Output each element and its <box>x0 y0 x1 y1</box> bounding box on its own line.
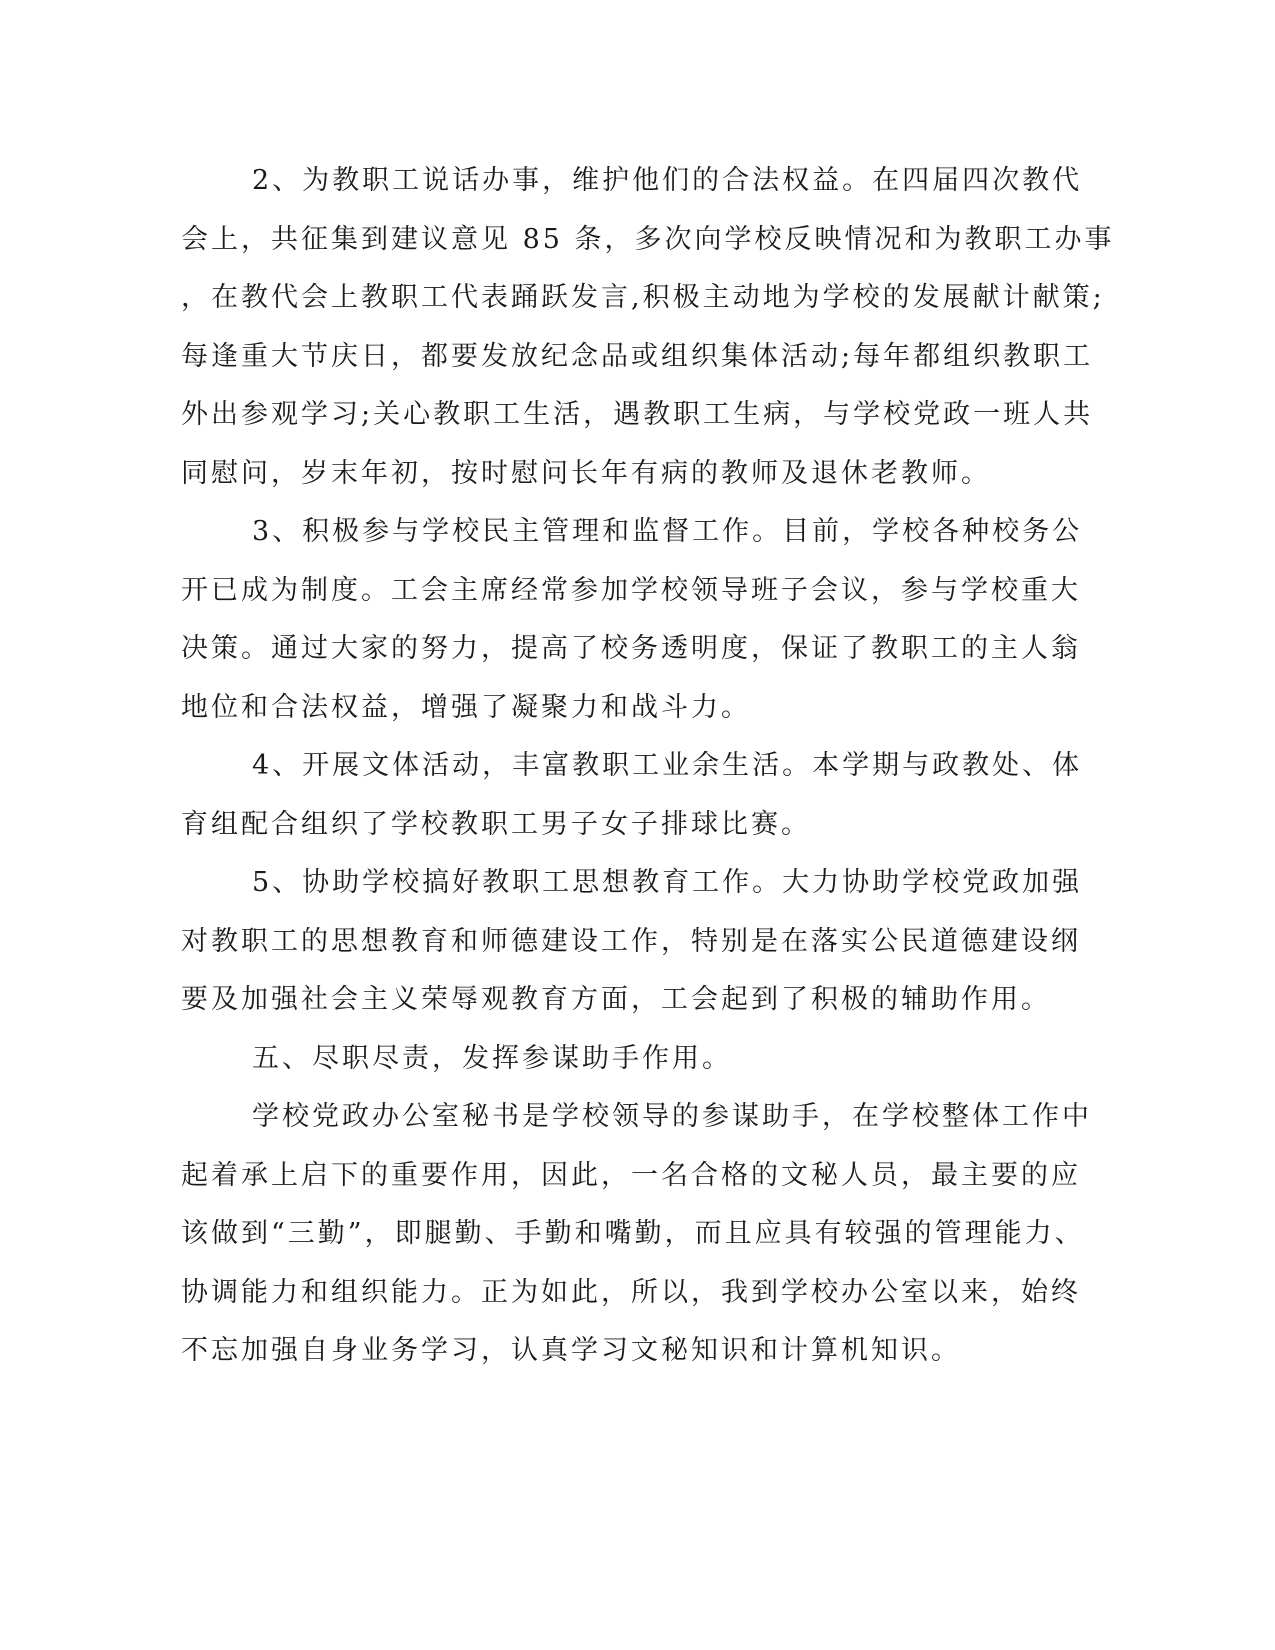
paragraph-5-line-3: 要及加强社会主义荣辱观教育方面，工会起到了积极的辅助作用。 <box>181 984 1051 1015</box>
paragraph-2-line-4: 每逢重大节庆日，都要发放纪念品或组织集体活动;每年都组织教职工 <box>181 341 1094 372</box>
paragraph-5-line-2: 对教职工的思想教育和师德建设工作，特别是在落实公民道德建设纲 <box>181 926 1081 957</box>
paragraph-3-line-1: 3、积极参与学校民主管理和监督工作。目前，学校各种校务公 <box>252 516 1083 547</box>
paragraph-2-line-5: 外出参观学习;关心教职工生活，遇教职工生病，与学校党政一班人共 <box>181 399 1094 430</box>
paragraph-3-line-4: 地位和合法权益，增强了凝聚力和战斗力。 <box>181 692 751 723</box>
secretary-paragraph-line-5: 不忘加强自身业务学习，认真学习文秘知识和计算机知识。 <box>181 1335 961 1366</box>
paragraph-2-line-1: 2、为教职工说话办事，维护他们的合法权益。在四届四次教代 <box>252 165 1083 196</box>
paragraph-5-line-1: 5、协助学校搞好教职工思想教育工作。大力协助学校党政加强 <box>252 867 1083 898</box>
paragraph-4-line-1: 4、开展文体活动，丰富教职工业余生活。本学期与政教处、体 <box>252 750 1083 781</box>
paragraph-3-line-2: 开已成为制度。工会主席经常参加学校领导班子会议，参与学校重大 <box>181 575 1081 606</box>
secretary-paragraph-line-2: 起着承上启下的重要作用，因此，一名合格的文秘人员，最主要的应 <box>181 1160 1081 1191</box>
paragraph-2-line-2: 会上，共征集到建议意见 85 条，多次向学校反映情况和为教职工办事 <box>181 224 1115 255</box>
paragraph-2-line-6: 同慰问，岁末年初，按时慰问长年有病的教师及退休老教师。 <box>181 458 991 489</box>
secretary-paragraph-line-4: 协调能力和组织能力。正为如此，所以，我到学校办公室以来，始终 <box>181 1277 1081 1308</box>
paragraph-2-line-3: ，在教代会上教职工代表踊跃发言,积极主动地为学校的发展献计献策; <box>181 282 1105 313</box>
secretary-paragraph-line-1: 学校党政办公室秘书是学校领导的参谋助手，在学校整体工作中 <box>252 1101 1092 1132</box>
paragraph-3-line-3: 决策。通过大家的努力，提高了校务透明度，保证了教职工的主人翁 <box>181 633 1081 664</box>
secretary-paragraph-line-3: 该做到“三勤”，即腿勤、手勤和嘴勤，而且应具有较强的管理能力、 <box>181 1218 1085 1249</box>
section-five-heading: 五、尽职尽责，发挥参谋助手作用。 <box>252 1043 732 1074</box>
paragraph-4-line-2: 育组配合组织了学校教职工男子女子排球比赛。 <box>181 809 811 840</box>
